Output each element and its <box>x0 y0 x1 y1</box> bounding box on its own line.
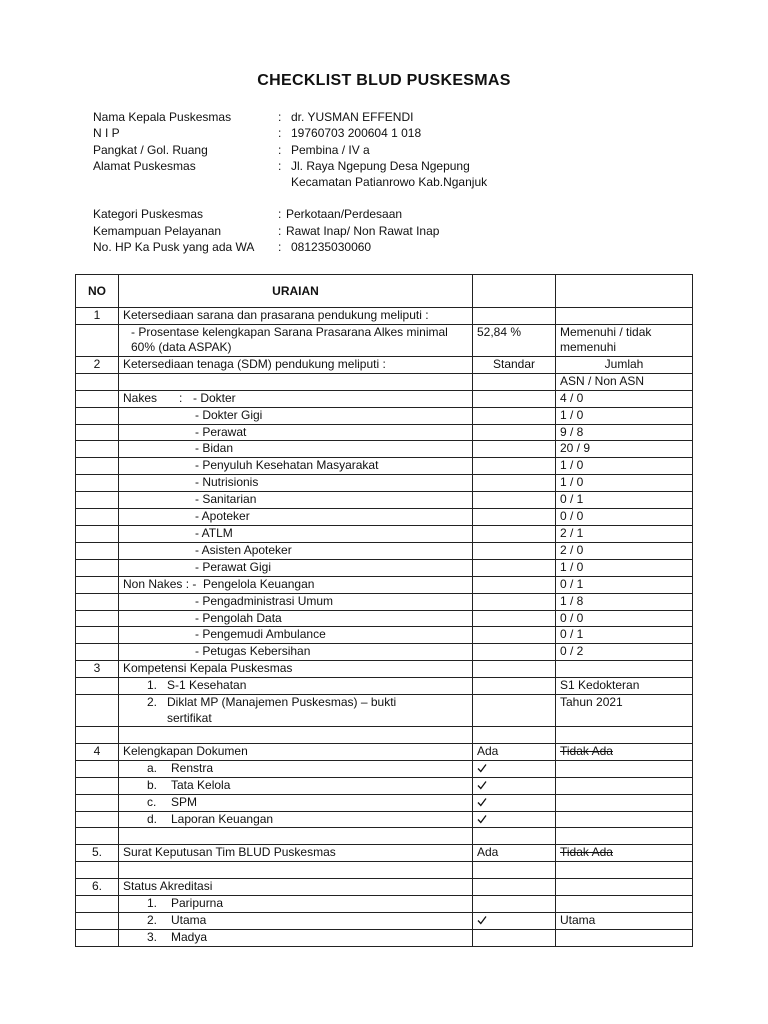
staff-name: - Perawat Gigi <box>119 559 473 576</box>
section-text: Ketersediaan sarana dan prasarana pendukung meliputi : <box>119 308 473 325</box>
item-number: d. <box>147 811 158 826</box>
table-row <box>76 695 693 727</box>
section-text: Ketersediaan tenaga (SDM) pendukung meliputi : <box>119 356 473 373</box>
row-number: 3 <box>76 661 119 678</box>
item-text: Utama <box>171 912 207 927</box>
info-row-kategori <box>93 206 653 222</box>
info-colon: : <box>278 142 282 157</box>
item-number: b. <box>147 777 158 792</box>
section-text: Kompetensi Kepala Puskesmas <box>119 661 473 678</box>
info-row-alamat <box>93 158 653 174</box>
check-cell <box>473 912 556 929</box>
info-value: Perkotaan/Perdesaan <box>286 207 403 222</box>
header-uraian: URAIAN <box>119 275 473 308</box>
info-colon: : <box>278 126 282 141</box>
checkmark-icon <box>477 812 487 828</box>
asn-label: ASN / Non ASN <box>556 373 693 390</box>
staff-count: 1 / 8 <box>556 593 693 610</box>
table-row <box>76 627 693 644</box>
empty-cell <box>473 390 556 407</box>
competency-value: Tahun 2021 <box>556 695 693 727</box>
table-row <box>76 441 693 458</box>
staff-count: 2 / 1 <box>556 525 693 542</box>
item-text: S-1 Kesehatan <box>167 678 247 693</box>
table-row <box>76 828 693 845</box>
staff-name <box>119 576 473 593</box>
staff-name-text: Pengelola Keuangan <box>203 576 315 591</box>
ada-label: Ada <box>473 743 556 760</box>
header-empty <box>556 275 693 308</box>
empty-cell <box>556 308 693 325</box>
staff-name: - Pengadministrasi Umum <box>119 593 473 610</box>
item-number: c. <box>147 794 157 809</box>
staff-count: 1 / 0 <box>556 475 693 492</box>
info-row-hp <box>93 239 653 255</box>
aspak-result: Memenuhi / tidak memenuhi <box>556 324 693 356</box>
info-label: Alamat Puskesmas <box>93 158 196 173</box>
table-row <box>76 879 693 896</box>
info-row-kemampuan <box>93 223 653 239</box>
table-row <box>76 777 693 794</box>
checkmark-icon <box>477 761 487 777</box>
row-number: 6. <box>76 879 119 896</box>
staff-count: 0 / 2 <box>556 644 693 661</box>
staff-name: Nakes : - Dokter <box>119 390 473 407</box>
table-row <box>76 811 693 828</box>
table-row <box>76 661 693 678</box>
staff-name: - Apoteker <box>119 509 473 526</box>
table-row <box>76 475 693 492</box>
accreditation-item <box>119 912 473 929</box>
info-row-alamat-cont <box>93 174 653 190</box>
table-row <box>76 929 693 946</box>
item-text: Laporan Keuangan <box>171 811 274 826</box>
nakes-label: Nakes <box>123 390 158 405</box>
table-row <box>76 559 693 576</box>
table-row <box>76 644 693 661</box>
table-row <box>76 424 693 441</box>
ada-cell <box>473 760 556 777</box>
empty-cell <box>76 373 119 390</box>
item-text: Paripurna <box>171 896 224 911</box>
staff-count: 1 / 0 <box>556 559 693 576</box>
info-label: Kemampuan Pelayanan <box>93 223 222 238</box>
accreditation-item <box>119 896 473 913</box>
info-value: Jl. Raya Ngepung Desa Ngepung <box>291 158 470 173</box>
item-number: 1. <box>147 678 158 693</box>
checkmark-icon <box>477 778 487 794</box>
staff-name: - Penyuluh Kesehatan Masyarakat <box>119 458 473 475</box>
staff-count: 0 / 1 <box>556 576 693 593</box>
nonnakes-label: Non Nakes : - <box>123 576 197 591</box>
empty-cell <box>473 373 556 390</box>
info-colon: : <box>278 223 282 238</box>
table-row <box>76 610 693 627</box>
row-number: 1 <box>76 308 119 325</box>
info-label: No. HP Ka Pusk yang ada WA <box>93 240 255 255</box>
header-info <box>93 109 653 255</box>
table-row <box>76 542 693 559</box>
staff-name: - Sanitarian <box>119 492 473 509</box>
ada-cell <box>473 777 556 794</box>
empty-cell <box>473 308 556 325</box>
competency-item <box>119 695 473 727</box>
standar-label: Standar <box>473 356 556 373</box>
item-text: Diklat MP (Manajemen Puskesmas) – bukti sertifikat <box>167 695 397 725</box>
staff-name-text: - Dokter <box>193 390 236 405</box>
staff-count: 9 / 8 <box>556 424 693 441</box>
row-number: 5. <box>76 845 119 862</box>
header-no: NO <box>76 275 119 308</box>
item-number: 2. <box>147 912 158 927</box>
staff-name: - Bidan <box>119 441 473 458</box>
document-item <box>119 794 473 811</box>
info-value: 19760703 200604 1 018 <box>291 126 422 141</box>
info-row-nama <box>93 109 653 125</box>
document-item <box>119 811 473 828</box>
ada-label: Ada <box>473 845 556 862</box>
staff-count: 0 / 0 <box>556 610 693 627</box>
staff-count: 0 / 1 <box>556 492 693 509</box>
table-row <box>76 678 693 695</box>
table-row <box>76 896 693 913</box>
info-colon: : <box>278 110 282 124</box>
info-label: Pangkat / Gol. Ruang <box>93 142 208 157</box>
staff-name: - Petugas Kebersihan <box>119 644 473 661</box>
document-item <box>119 760 473 777</box>
aspak-item: - Prosentase kelengkapan Sarana Prasarana Alkes minimal 60% (data ASPAK) <box>119 324 473 356</box>
section-text: Status Akreditasi <box>119 879 473 896</box>
table-row <box>76 862 693 879</box>
staff-name: - ATLM <box>119 525 473 542</box>
info-value: Rawat Inap/ Non Rawat Inap <box>286 223 440 238</box>
info-row-pangkat <box>93 142 653 158</box>
staff-count: 0 / 1 <box>556 627 693 644</box>
staff-name: - Asisten Apoteker <box>119 542 473 559</box>
staff-count: 0 / 0 <box>556 509 693 526</box>
table-row <box>76 509 693 526</box>
table-row <box>76 458 693 475</box>
table-row <box>76 845 693 862</box>
aspak-value: 52,84 % <box>473 324 556 356</box>
item-text: Renstra <box>171 760 214 775</box>
table-row <box>76 794 693 811</box>
table-row <box>76 356 693 373</box>
item-number: 2. <box>147 695 158 710</box>
document-item <box>119 777 473 794</box>
table-row <box>76 912 693 929</box>
section-text: Kelengkapan Dokumen <box>119 743 473 760</box>
table-header-row <box>76 275 693 308</box>
competency-item <box>119 678 473 695</box>
table-row <box>76 525 693 542</box>
info-row-nip <box>93 125 653 141</box>
item-text: Tata Kelola <box>171 777 231 792</box>
checklist-table <box>75 274 693 947</box>
table-row <box>76 760 693 777</box>
ada-cell <box>473 794 556 811</box>
table-row <box>76 324 693 356</box>
info-value: Kecamatan Patianrowo Kab.Nganjuk <box>291 175 488 190</box>
table-row <box>76 576 693 593</box>
empty-cell <box>76 324 119 356</box>
staff-name: - Perawat <box>119 424 473 441</box>
item-text: SPM <box>171 794 198 809</box>
item-number: a. <box>147 760 158 775</box>
staff-count: 1 / 0 <box>556 458 693 475</box>
table-row <box>76 743 693 760</box>
item-number: 3. <box>147 929 158 944</box>
accreditation-item <box>119 929 473 946</box>
header-empty <box>473 275 556 308</box>
staff-name: - Dokter Gigi <box>119 407 473 424</box>
empty-cell <box>76 390 119 407</box>
info-value: 081235030060 <box>291 240 372 255</box>
row-number: 2 <box>76 356 119 373</box>
table-row <box>76 727 693 744</box>
tidak-ada-label: Tidak Ada <box>556 743 693 760</box>
empty-cell <box>119 373 473 390</box>
info-colon: : <box>278 240 282 255</box>
jumlah-label: Jumlah <box>556 356 693 373</box>
staff-count: 20 / 9 <box>556 441 693 458</box>
staff-name: - Pengolah Data <box>119 610 473 627</box>
info-label: Kategori Puskesmas <box>93 207 204 222</box>
staff-name: - Nutrisionis <box>119 475 473 492</box>
info-label: N I P <box>93 126 120 141</box>
tidak-ada-label: Tidak Ada <box>556 845 693 862</box>
staff-count: 2 / 0 <box>556 542 693 559</box>
info-label: Nama Kepala Puskesmas <box>93 110 232 124</box>
table-row <box>76 308 693 325</box>
staff-count: 4 / 0 <box>556 390 693 407</box>
info-colon: : <box>278 158 282 173</box>
table-row <box>76 407 693 424</box>
checkmark-icon <box>477 913 487 929</box>
info-colon: : <box>278 207 282 222</box>
competency-value: S1 Kedokteran <box>556 678 693 695</box>
item-text: Madya <box>171 929 208 944</box>
staff-count: 1 / 0 <box>556 407 693 424</box>
table-row <box>76 492 693 509</box>
ada-cell <box>473 811 556 828</box>
item-number: 1. <box>147 896 158 911</box>
row-number: 4 <box>76 743 119 760</box>
accreditation-selected: Utama <box>556 912 693 929</box>
checkmark-icon <box>477 795 487 811</box>
table-row <box>76 593 693 610</box>
table-row <box>76 390 693 407</box>
section-text: Surat Keputusan Tim BLUD Puskesmas <box>119 845 473 862</box>
info-value: dr. YUSMAN EFFENDI <box>291 110 414 124</box>
table-row <box>76 373 693 390</box>
info-value: Pembina / IV a <box>291 142 370 157</box>
staff-name: - Pengemudi Ambulance <box>119 627 473 644</box>
document-title: CHECKLIST BLUD PUSKESMAS <box>257 72 511 89</box>
